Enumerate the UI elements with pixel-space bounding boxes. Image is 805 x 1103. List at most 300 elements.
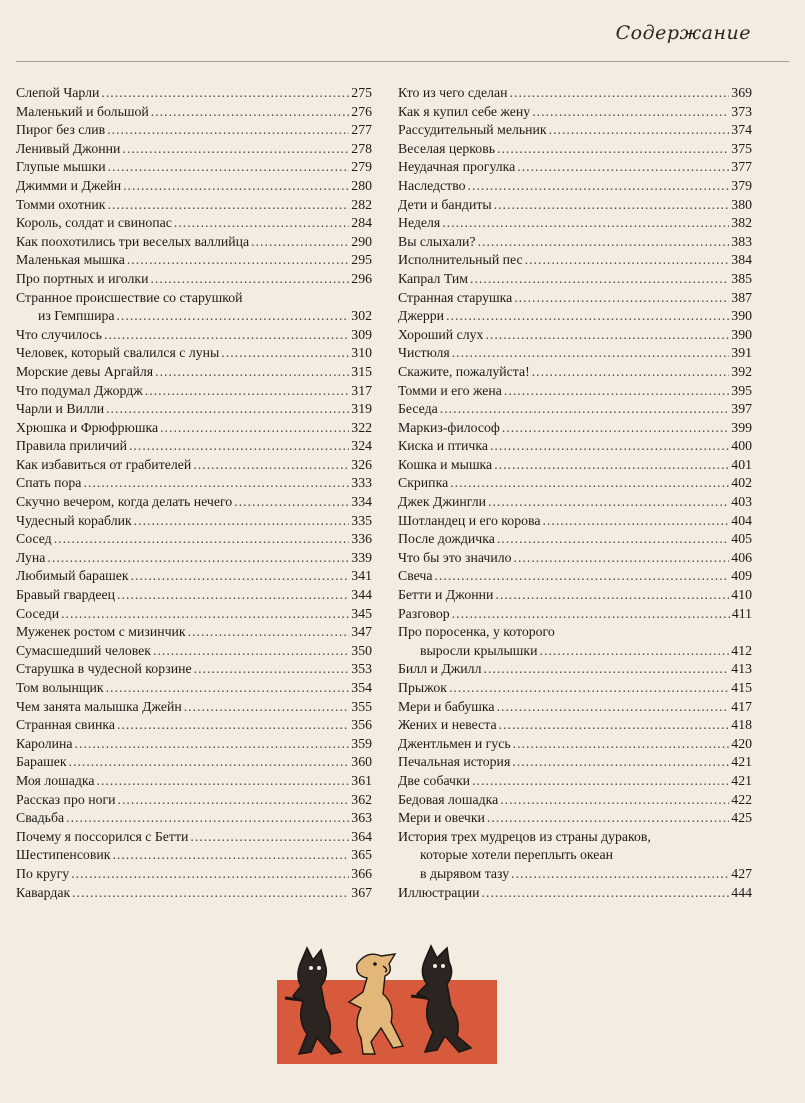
toc-entry-page: 384 bbox=[731, 252, 752, 268]
dot-leader bbox=[478, 233, 730, 252]
toc-entry-title: Бравый гвардеец bbox=[16, 587, 116, 603]
toc-entry[interactable] bbox=[398, 233, 752, 252]
dot-leader bbox=[483, 660, 729, 679]
dot-leader bbox=[450, 474, 729, 493]
toc-entry-page: 315 bbox=[351, 363, 372, 379]
toc-entry[interactable] bbox=[16, 121, 372, 140]
toc-entry[interactable] bbox=[398, 140, 752, 159]
toc-entry[interactable] bbox=[16, 660, 372, 679]
toc-column-left bbox=[16, 84, 372, 902]
toc-entry-title: Пирог без слив bbox=[16, 122, 106, 138]
toc-entry[interactable] bbox=[16, 251, 372, 270]
toc-entry-page: 354 bbox=[351, 680, 372, 695]
toc-entry-title: Джек Джингли bbox=[398, 494, 486, 510]
dot-leader bbox=[449, 679, 729, 698]
dot-leader bbox=[470, 270, 729, 289]
toc-entry[interactable] bbox=[398, 493, 752, 512]
toc-entry[interactable] bbox=[398, 121, 752, 140]
dot-leader bbox=[194, 660, 350, 679]
toc-entry-title: Хороший слух bbox=[398, 326, 484, 342]
toc-entry[interactable] bbox=[398, 586, 752, 605]
toc-entry[interactable] bbox=[398, 103, 752, 122]
toc-entry[interactable] bbox=[16, 270, 372, 289]
toc-entry-title: Мери и бабушка bbox=[398, 698, 495, 714]
toc-entry-title: Моя лошадка bbox=[16, 772, 95, 788]
toc-entry[interactable] bbox=[16, 605, 372, 624]
toc-entry-page: 350 bbox=[351, 642, 372, 658]
header-divider bbox=[16, 61, 789, 62]
toc-entry[interactable] bbox=[16, 679, 372, 698]
toc-entry-page: 280 bbox=[351, 177, 372, 193]
toc-entry[interactable] bbox=[16, 419, 372, 438]
toc-entry[interactable] bbox=[16, 791, 372, 810]
toc-entry[interactable] bbox=[398, 400, 752, 419]
toc-entry[interactable] bbox=[16, 884, 372, 903]
toc-entry-title: Что случилось bbox=[16, 326, 102, 342]
toc-entry[interactable] bbox=[398, 884, 752, 903]
toc-entry-page: 364 bbox=[351, 828, 372, 844]
toc-entry-title: Свеча bbox=[398, 568, 433, 584]
toc-entry-title: Джерри bbox=[398, 308, 445, 324]
toc-entry[interactable] bbox=[16, 84, 372, 103]
dot-leader bbox=[75, 735, 350, 754]
toc-entry-title: Неделя bbox=[398, 215, 441, 231]
dot-leader bbox=[540, 642, 730, 661]
toc-entry[interactable] bbox=[16, 586, 372, 605]
dot-leader bbox=[513, 735, 730, 754]
dot-leader bbox=[549, 121, 730, 140]
toc-entry-title: Скрипка bbox=[398, 475, 449, 491]
toc-entry-page: 322 bbox=[351, 419, 372, 435]
toc-entry-page: 333 bbox=[351, 475, 372, 491]
toc-entry-title: Билл и Джилл bbox=[398, 661, 482, 677]
toc-entry-title: Про портных и иголки bbox=[16, 270, 149, 286]
toc-entry[interactable] bbox=[16, 772, 372, 791]
toc-entry-title: Две собачки bbox=[398, 772, 471, 788]
toc-entry[interactable] bbox=[398, 251, 752, 270]
toc-entry-page: 413 bbox=[731, 661, 752, 677]
toc-entry-title: Барашек bbox=[16, 754, 67, 770]
toc-entry-page: 367 bbox=[351, 884, 372, 900]
toc-entry-page: 395 bbox=[731, 382, 752, 398]
toc-entry[interactable] bbox=[16, 865, 372, 884]
toc-entry[interactable] bbox=[16, 549, 372, 568]
dot-leader bbox=[54, 530, 350, 549]
toc-entry-title-line: Про поросенка, у которого bbox=[398, 624, 555, 640]
toc-entry-title: Прыжок bbox=[398, 680, 447, 695]
dot-leader bbox=[127, 251, 349, 270]
toc-entry-title: Скучно вечером, когда делать нечего bbox=[16, 494, 233, 510]
toc-entry-page: 397 bbox=[731, 401, 752, 417]
toc-entry-page: 282 bbox=[351, 196, 372, 212]
toc-entry-title: Маленький и большой bbox=[16, 103, 149, 119]
dot-leader bbox=[47, 549, 349, 568]
dot-leader bbox=[487, 809, 729, 828]
toc-entry[interactable] bbox=[398, 530, 752, 549]
toc-entry-title: Как избавиться от грабителей bbox=[16, 456, 192, 472]
dot-leader bbox=[184, 698, 350, 717]
toc-entry-page: 356 bbox=[351, 717, 372, 733]
toc-entry-page: 310 bbox=[351, 345, 372, 361]
toc-entry-title: Любимый барашек bbox=[16, 568, 129, 584]
toc-entry-page: 418 bbox=[731, 717, 752, 733]
toc-entry[interactable] bbox=[16, 103, 372, 122]
toc-entry[interactable] bbox=[398, 382, 752, 401]
toc-entry-title: Странная свинка bbox=[16, 717, 115, 733]
toc-entry[interactable] bbox=[398, 214, 752, 233]
toc-entry[interactable] bbox=[398, 753, 752, 772]
toc-entry-title: Разговор bbox=[398, 605, 450, 621]
toc-entry-title: Маленькая мышка bbox=[16, 252, 125, 268]
toc-entry-title: Чарли и Вилли bbox=[16, 401, 105, 417]
toc-entry-page: 362 bbox=[351, 791, 372, 807]
toc-entry-title: Чудесный кораблик bbox=[16, 512, 132, 528]
dot-leader bbox=[160, 419, 349, 438]
toc-entry-page: 403 bbox=[731, 494, 752, 510]
dot-leader bbox=[440, 400, 730, 419]
toc-entry-page: 427 bbox=[731, 865, 752, 881]
toc-entry-title: Странная старушка bbox=[398, 289, 513, 305]
toc-entry[interactable] bbox=[16, 567, 372, 586]
dot-leader bbox=[145, 382, 350, 401]
toc-entry-page: 410 bbox=[731, 587, 752, 603]
toc-entry-page: 344 bbox=[351, 587, 372, 603]
dot-leader bbox=[61, 605, 349, 624]
toc-entry-page: 317 bbox=[351, 382, 372, 398]
toc-entry-page: 380 bbox=[731, 196, 752, 212]
dot-leader bbox=[107, 196, 349, 215]
toc-entry-title: Чем занята малышка Джейн bbox=[16, 698, 182, 714]
toc-entry-title: Джимми и Джейн bbox=[16, 177, 122, 193]
toc-entry-page: 399 bbox=[731, 419, 752, 435]
toc-entry-page: 391 bbox=[731, 345, 752, 361]
toc-entry[interactable] bbox=[16, 326, 372, 345]
dot-leader bbox=[112, 846, 349, 865]
toc-entry[interactable] bbox=[398, 716, 752, 735]
toc-entry-title: Томми охотник bbox=[16, 196, 106, 212]
toc-entry[interactable] bbox=[16, 493, 372, 512]
toc-entry-title: Наследство bbox=[398, 177, 466, 193]
toc-entry[interactable] bbox=[16, 735, 372, 754]
toc-entry-title: Король, солдат и свинопас bbox=[16, 215, 172, 231]
toc-entry[interactable] bbox=[16, 233, 372, 252]
toc-entry[interactable] bbox=[398, 567, 752, 586]
toc-entry[interactable] bbox=[398, 828, 752, 884]
toc-entry[interactable] bbox=[16, 642, 372, 661]
toc-entry-page: 296 bbox=[351, 270, 372, 286]
dot-leader bbox=[153, 642, 349, 661]
toc-entry-page: 385 bbox=[731, 270, 752, 286]
dot-leader bbox=[512, 753, 729, 772]
toc-entry[interactable] bbox=[16, 158, 372, 177]
toc-entry-title: Джентльмен и гусь bbox=[398, 735, 511, 751]
toc-entry[interactable] bbox=[398, 363, 752, 382]
toc-entry-title: Мери и овечки bbox=[398, 810, 485, 826]
toc-entry-page: 279 bbox=[351, 159, 372, 175]
toc-entry[interactable] bbox=[398, 735, 752, 754]
dot-leader bbox=[83, 474, 349, 493]
toc-entry[interactable] bbox=[16, 382, 372, 401]
toc-entry[interactable] bbox=[398, 791, 752, 810]
dot-leader bbox=[131, 567, 350, 586]
dot-leader bbox=[532, 363, 730, 382]
toc-entry-page: 401 bbox=[731, 456, 752, 472]
toc-entry[interactable] bbox=[398, 660, 752, 679]
toc-entry-title: По кругу bbox=[16, 865, 70, 881]
toc-entry-title: в дырявом тазу bbox=[420, 865, 510, 881]
toc-entry-title: Шестипенсовик bbox=[16, 847, 111, 863]
dot-leader bbox=[106, 400, 349, 419]
dot-leader bbox=[497, 698, 730, 717]
toc-entry[interactable] bbox=[398, 512, 752, 531]
toc-entry-page: 363 bbox=[351, 810, 372, 826]
dot-leader bbox=[446, 307, 729, 326]
dot-leader bbox=[488, 493, 729, 512]
dot-leader bbox=[510, 84, 730, 103]
toc-entry-page: 341 bbox=[351, 568, 372, 584]
dot-leader bbox=[442, 214, 729, 233]
dot-leader bbox=[69, 753, 350, 772]
toc-entry-page: 278 bbox=[351, 140, 372, 156]
toc-entry-page: 420 bbox=[731, 735, 752, 751]
dot-leader bbox=[122, 140, 349, 159]
toc-entry[interactable] bbox=[16, 698, 372, 717]
toc-entry-page: 382 bbox=[731, 215, 752, 231]
dot-leader bbox=[482, 884, 730, 903]
toc-entry[interactable] bbox=[16, 214, 372, 233]
toc-entry[interactable] bbox=[16, 196, 372, 215]
toc-entry[interactable] bbox=[16, 456, 372, 475]
toc-entry-title: Луна bbox=[16, 549, 46, 565]
toc-entry-title: Веселая церковь bbox=[398, 140, 496, 156]
toc-entry-page: 405 bbox=[731, 531, 752, 547]
toc-entry-page: 411 bbox=[731, 605, 752, 621]
toc-entry[interactable] bbox=[398, 549, 752, 568]
toc-entry[interactable] bbox=[16, 846, 372, 865]
toc-entry-title: Неудачная прогулка bbox=[398, 159, 516, 175]
dot-leader bbox=[497, 140, 729, 159]
toc-entry-title: Старушка в чудесной корзине bbox=[16, 661, 192, 677]
dot-leader bbox=[495, 586, 729, 605]
dot-leader bbox=[117, 716, 349, 735]
toc-entry-page: 425 bbox=[731, 810, 752, 826]
toc-entry[interactable] bbox=[398, 474, 752, 493]
toc-entry[interactable] bbox=[398, 196, 752, 215]
toc-entry[interactable] bbox=[398, 437, 752, 456]
dot-leader bbox=[118, 791, 350, 810]
dot-leader bbox=[452, 344, 730, 363]
dot-leader bbox=[107, 121, 349, 140]
toc-entry[interactable] bbox=[398, 158, 752, 177]
toc-entry-page: 335 bbox=[351, 512, 372, 528]
toc-entry[interactable] bbox=[398, 270, 752, 289]
dot-leader bbox=[517, 158, 729, 177]
toc-entry[interactable] bbox=[16, 716, 372, 735]
toc-entry-page: 404 bbox=[731, 512, 752, 528]
toc-entry[interactable] bbox=[398, 679, 752, 698]
dot-leader bbox=[497, 530, 729, 549]
toc-entry-page: 406 bbox=[731, 549, 752, 565]
dot-leader bbox=[106, 679, 350, 698]
toc-entry-title: Дети и бандиты bbox=[398, 196, 492, 212]
toc-entry-title: Рассказ про ноги bbox=[16, 791, 116, 807]
dot-leader bbox=[155, 363, 349, 382]
toc-entry-title: Хрюшка и Фрюфрюшка bbox=[16, 419, 159, 435]
toc-entry[interactable] bbox=[398, 307, 752, 326]
toc-entry[interactable] bbox=[16, 437, 372, 456]
toc-entry[interactable] bbox=[16, 289, 372, 326]
toc-entry-page: 353 bbox=[351, 661, 372, 677]
toc-entry-title: Сумасшедший человек bbox=[16, 642, 151, 658]
dot-leader bbox=[502, 419, 729, 438]
toc-entry[interactable] bbox=[398, 605, 752, 624]
dot-leader bbox=[525, 251, 730, 270]
toc-entry-page: 360 bbox=[351, 754, 372, 770]
toc-entry[interactable] bbox=[398, 623, 752, 660]
toc-entry-page: 444 bbox=[731, 884, 752, 900]
toc-entry-title: выросли крылышки bbox=[420, 642, 538, 658]
toc-entry-title: Что подумал Джордж bbox=[16, 382, 143, 398]
toc-entry-title: Каролина bbox=[16, 735, 73, 751]
toc-entry[interactable] bbox=[16, 809, 372, 828]
dot-leader bbox=[485, 326, 729, 345]
toc-entry-title: Томми и его жена bbox=[398, 382, 502, 398]
toc-entry-title: Почему я поссорился с Бетти bbox=[16, 828, 189, 844]
dancing-dogs-illustration bbox=[271, 942, 503, 1064]
toc-entry[interactable] bbox=[16, 363, 372, 382]
toc-entry[interactable] bbox=[16, 530, 372, 549]
toc-entry[interactable] bbox=[398, 419, 752, 438]
toc-entry[interactable] bbox=[16, 474, 372, 493]
dot-leader bbox=[504, 382, 729, 401]
dot-leader bbox=[123, 177, 349, 196]
toc-entry-page: 387 bbox=[731, 289, 752, 305]
dot-leader bbox=[71, 865, 349, 884]
section-title: Содержание bbox=[615, 22, 751, 44]
toc-entry[interactable] bbox=[16, 177, 372, 196]
toc-entry-page: 400 bbox=[731, 438, 752, 454]
toc-entry-title: Ленивый Джонни bbox=[16, 140, 121, 156]
toc-entry[interactable] bbox=[398, 177, 752, 196]
toc-entry-page: 345 bbox=[351, 605, 372, 621]
dot-leader bbox=[494, 456, 729, 475]
dot-leader bbox=[108, 158, 350, 177]
toc-entry-page: 275 bbox=[351, 85, 372, 100]
toc-entry-page: 361 bbox=[351, 772, 372, 788]
toc-entry-title-line: которые хотели переплыть океан bbox=[420, 847, 614, 863]
toc-entry-page: 412 bbox=[731, 642, 752, 658]
dot-leader bbox=[490, 437, 729, 456]
toc-entry-title: Кто из чего сделан bbox=[398, 85, 508, 100]
toc-entry[interactable] bbox=[398, 344, 752, 363]
toc-entry-title: Капрал Тим bbox=[398, 270, 469, 286]
dot-leader bbox=[72, 884, 349, 903]
toc-entry-page: 284 bbox=[351, 215, 372, 231]
toc-entry-title: Как поохотились три веселых валлийца bbox=[16, 233, 250, 249]
toc-entry-page: 421 bbox=[731, 754, 752, 770]
toc-entry[interactable] bbox=[398, 456, 752, 475]
toc-entry-title: Кошка и мышка bbox=[398, 456, 493, 472]
toc-entry-page: 347 bbox=[351, 624, 372, 640]
toc-entry-title: Бедовая лошадка bbox=[398, 791, 499, 807]
dot-leader bbox=[511, 865, 729, 884]
dot-leader bbox=[188, 623, 350, 642]
toc-entry-title: Морские девы Аргайля bbox=[16, 363, 154, 379]
dot-leader bbox=[532, 103, 729, 122]
toc-entry[interactable] bbox=[16, 753, 372, 772]
toc-entry-page: 421 bbox=[731, 772, 752, 788]
dot-leader bbox=[452, 605, 730, 624]
dot-leader bbox=[104, 326, 349, 345]
dot-leader bbox=[251, 233, 349, 252]
toc-entry-title: Что бы это значило bbox=[398, 549, 512, 565]
dot-leader bbox=[221, 344, 349, 363]
toc-entry-title: Печальная история bbox=[398, 754, 511, 770]
dot-leader bbox=[150, 270, 349, 289]
toc-entry-page: 373 bbox=[731, 103, 752, 119]
toc-entry-title: Спать пора bbox=[16, 475, 82, 491]
toc-entry-title: Соседи bbox=[16, 605, 60, 621]
toc-entry[interactable] bbox=[16, 400, 372, 419]
toc-entry[interactable] bbox=[16, 344, 372, 363]
dot-leader bbox=[499, 716, 730, 735]
toc-entry[interactable] bbox=[398, 326, 752, 345]
toc-entry-page: 359 bbox=[351, 735, 372, 751]
toc-entry-page: 402 bbox=[731, 475, 752, 491]
toc-entry-page: 355 bbox=[351, 698, 372, 714]
toc-entry-title: Рассудительный мельник bbox=[398, 122, 547, 138]
dot-leader bbox=[494, 196, 730, 215]
toc-entry[interactable] bbox=[16, 828, 372, 847]
toc-entry[interactable] bbox=[398, 289, 752, 308]
toc-entry-page: 390 bbox=[731, 326, 752, 342]
toc-entry-title: Человек, который свалился с луны bbox=[16, 345, 220, 361]
toc-entry-page: 334 bbox=[351, 494, 372, 510]
toc-entry[interactable] bbox=[398, 84, 752, 103]
toc-entry-title: Иллюстрации bbox=[398, 884, 480, 900]
toc-entry-page: 326 bbox=[351, 456, 372, 472]
toc-entry-page: 417 bbox=[731, 698, 752, 714]
toc-entry-page: 290 bbox=[351, 233, 372, 249]
toc-entry[interactable] bbox=[398, 809, 752, 828]
toc-entry[interactable] bbox=[16, 512, 372, 531]
dot-leader bbox=[472, 772, 729, 791]
toc-entry-title: Свадьба bbox=[16, 810, 65, 826]
toc-entry[interactable] bbox=[16, 623, 372, 642]
toc-entry-title: Том волынщик bbox=[16, 680, 104, 695]
toc-entry-page: 379 bbox=[731, 177, 752, 193]
toc-entry-page: 276 bbox=[351, 103, 372, 119]
toc-entry-page: 324 bbox=[351, 438, 372, 454]
toc-entry-title: Жених и невеста bbox=[398, 717, 497, 733]
toc-entry-title: Скажите, пожалуйста! bbox=[398, 363, 530, 379]
toc-entry-title: Исполнительный пес bbox=[398, 252, 523, 268]
toc-entry-page: 422 bbox=[731, 791, 752, 807]
toc-entry-title: Глупые мышки bbox=[16, 159, 106, 175]
toc-entry-page: 390 bbox=[731, 308, 752, 324]
dot-leader bbox=[542, 512, 729, 531]
toc-entry[interactable] bbox=[398, 698, 752, 717]
toc-entry-title-line: Странное происшествие со старушкой bbox=[16, 289, 243, 305]
toc-entry-page: 375 bbox=[731, 140, 752, 156]
toc-entry-title: Слепой Чарли bbox=[16, 85, 100, 100]
toc-entry[interactable] bbox=[16, 140, 372, 159]
toc-entry[interactable] bbox=[398, 772, 752, 791]
toc-entry-page: 409 bbox=[731, 568, 752, 584]
toc-entry-page: 369 bbox=[731, 85, 752, 100]
toc-entry-title: Сосед bbox=[16, 531, 52, 547]
toc-entry-title-line: История трех мудрецов из страны дураков, bbox=[398, 828, 651, 844]
